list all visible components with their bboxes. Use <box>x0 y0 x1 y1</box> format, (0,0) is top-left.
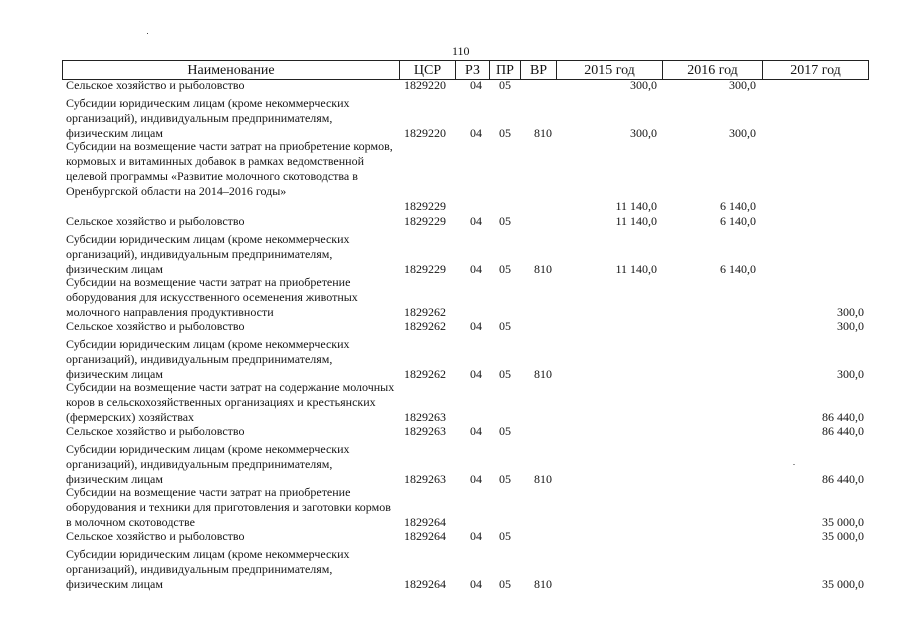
row-rz: 04 <box>470 126 482 140</box>
row-name: Сельское хозяйство и рыболовство <box>66 529 245 543</box>
header-csr: ЦСР <box>400 61 456 79</box>
row-2016: 6 140,0 <box>720 199 756 213</box>
row-rz: 04 <box>470 262 482 276</box>
row-2015: 11 140,0 <box>615 214 657 228</box>
header-rz: РЗ <box>456 61 490 79</box>
row-2017: 300,0 <box>837 367 864 381</box>
row-pr: 05 <box>499 529 511 543</box>
row-vr: 810 <box>534 472 552 486</box>
row-2015: 11 140,0 <box>615 262 657 276</box>
row-csr: 1829263 <box>404 424 446 438</box>
row-pr: 05 <box>499 367 511 381</box>
table-row <box>0 319 905 334</box>
row-pr: 05 <box>499 319 511 333</box>
row-vr: 810 <box>534 577 552 591</box>
row-name: Субсидии на возмещение части затрат на приобретение оборудования и техники для приготовления и заготовки кормов в молочном скотоводстве <box>66 485 391 529</box>
row-2015: 300,0 <box>630 78 657 92</box>
row-2017: 300,0 <box>837 319 864 333</box>
row-name: Сельское хозяйство и рыболовство <box>66 424 245 438</box>
row-2017: 300,0 <box>837 305 864 319</box>
scan-speck <box>147 33 148 34</box>
row-rz: 04 <box>470 319 482 333</box>
row-2016: 300,0 <box>729 126 756 140</box>
row-csr: 1829264 <box>404 529 446 543</box>
row-name: Субсидии юридическим лицам (кроме некоммерческих организаций), индивидуальным предпринимателям, физическим лицам <box>66 232 350 276</box>
row-csr: 1829263 <box>404 472 446 486</box>
table-row <box>0 232 905 277</box>
row-pr: 05 <box>499 262 511 276</box>
row-2017: 35 000,0 <box>822 515 864 529</box>
table-row <box>0 529 905 544</box>
row-name: Субсидии на возмещение части затрат на приобретение оборудования для искусственного осеменения животных молочного направления продуктивности <box>66 275 358 319</box>
row-pr: 05 <box>499 424 511 438</box>
table-row <box>0 485 905 530</box>
row-csr: 1829262 <box>404 319 446 333</box>
row-2016: 6 140,0 <box>720 262 756 276</box>
row-vr: 810 <box>534 126 552 140</box>
row-rz: 04 <box>470 424 482 438</box>
row-csr: 1829264 <box>404 577 446 591</box>
header-vr: ВР <box>521 61 557 79</box>
row-2017: 35 000,0 <box>822 577 864 591</box>
table-row <box>0 214 905 229</box>
row-pr: 05 <box>499 78 511 92</box>
table-row <box>0 424 905 439</box>
row-2017: 86 440,0 <box>822 472 864 486</box>
row-name: Субсидии на возмещение части затрат на содержание молочных коров в сельскохозяйственных организациях и крестьянских (фермерских) хозяйствах <box>66 380 395 424</box>
row-csr: 1829229 <box>404 262 446 276</box>
row-rz: 04 <box>470 367 482 381</box>
row-2015: 11 140,0 <box>615 199 657 213</box>
row-csr: 1829263 <box>404 410 446 424</box>
table-row <box>0 547 905 592</box>
row-csr: 1829220 <box>404 126 446 140</box>
row-pr: 05 <box>499 126 511 140</box>
row-2015: 300,0 <box>630 126 657 140</box>
row-csr: 1829229 <box>404 199 446 213</box>
row-2017: 86 440,0 <box>822 410 864 424</box>
row-name: Сельское хозяйство и рыболовство <box>66 214 245 228</box>
row-2017: 35 000,0 <box>822 529 864 543</box>
header-name: Наименование <box>63 61 400 79</box>
row-name: Сельское хозяйство и рыболовство <box>66 78 245 92</box>
row-rz: 04 <box>470 529 482 543</box>
row-2017: 86 440,0 <box>822 424 864 438</box>
row-vr: 810 <box>534 262 552 276</box>
header-2015: 2015 год <box>557 61 663 79</box>
row-2016: 6 140,0 <box>720 214 756 228</box>
row-csr: 1829262 <box>404 305 446 319</box>
row-pr: 05 <box>499 577 511 591</box>
row-csr: 1829229 <box>404 214 446 228</box>
table-row <box>0 380 905 425</box>
row-csr: 1829262 <box>404 367 446 381</box>
table-row <box>0 337 905 382</box>
row-name: Субсидии юридическим лицам (кроме некоммерческих организаций), индивидуальным предпринимателям, физическим лицам <box>66 337 350 381</box>
row-name: Сельское хозяйство и рыболовство <box>66 319 245 333</box>
table-header <box>62 60 869 80</box>
table-row <box>0 275 905 320</box>
row-csr: 1829220 <box>404 78 446 92</box>
table-row <box>0 139 905 214</box>
row-csr: 1829264 <box>404 515 446 529</box>
row-name: Субсидии на возмещение части затрат на приобретение кормов, кормовых и витаминных добавок в рамках ведомственной целевой программы «Развитие молочного скотоводства в Оренбургской области на 2014–2016 годы» <box>66 139 393 198</box>
row-rz: 04 <box>470 472 482 486</box>
table-row <box>0 96 905 141</box>
header-pr: ПР <box>490 61 521 79</box>
row-vr: 810 <box>534 367 552 381</box>
row-name: Субсидии юридическим лицам (кроме некоммерческих организаций), индивидуальным предпринимателям, физическим лицам <box>66 547 350 591</box>
row-rz: 04 <box>470 214 482 228</box>
row-2016: 300,0 <box>729 78 756 92</box>
table-row <box>0 442 905 487</box>
page-number: 110 <box>452 44 470 58</box>
row-rz: 04 <box>470 78 482 92</box>
row-pr: 05 <box>499 214 511 228</box>
header-2017: 2017 год <box>763 61 869 79</box>
row-rz: 04 <box>470 577 482 591</box>
table-row <box>0 78 905 93</box>
row-name: Субсидии юридическим лицам (кроме некоммерческих организаций), индивидуальным предпринимателям, физическим лицам <box>66 96 350 140</box>
row-name: Субсидии юридическим лицам (кроме некоммерческих организаций), индивидуальным предпринимателям, физическим лицам <box>66 442 350 486</box>
header-2016: 2016 год <box>663 61 763 79</box>
row-pr: 05 <box>499 472 511 486</box>
